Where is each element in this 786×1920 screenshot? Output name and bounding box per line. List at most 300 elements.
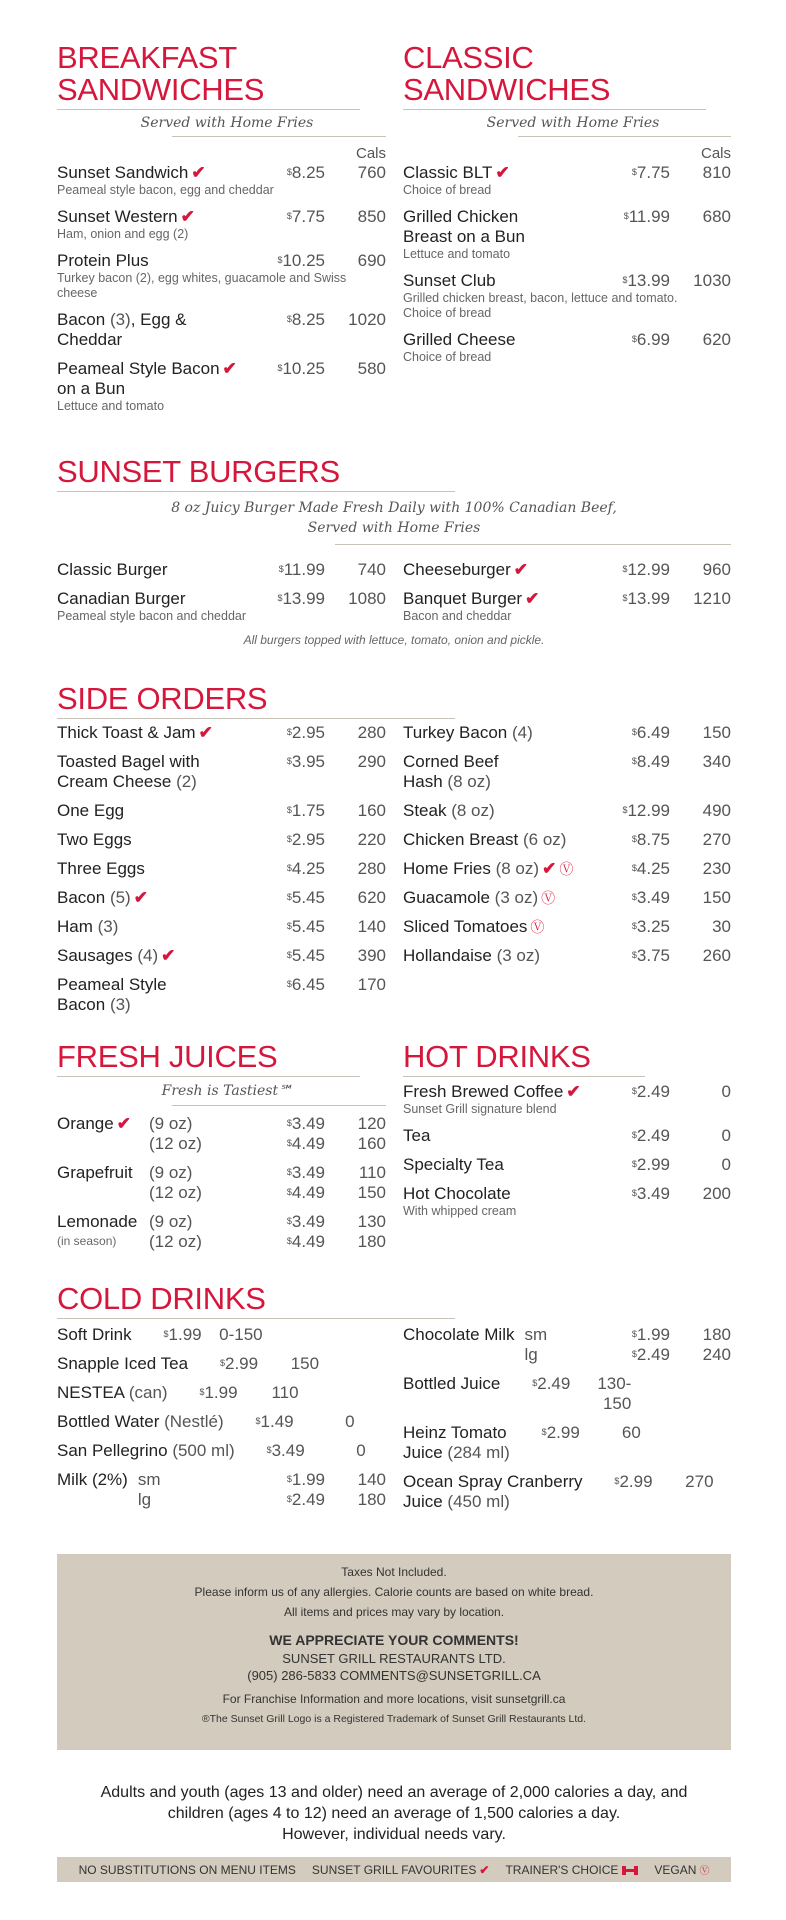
item-row — [403, 723, 731, 743]
section-title: SIDE ORDERS — [57, 681, 268, 716]
item-row — [57, 752, 386, 792]
currency-symbol: $ — [286, 1216, 292, 1226]
menu-item — [57, 163, 386, 198]
price-value — [600, 830, 670, 850]
item-name — [57, 946, 255, 966]
currency-symbol: $ — [286, 863, 292, 873]
menu-item — [57, 801, 386, 821]
currency-symbol: $ — [286, 314, 292, 324]
item-name-cell — [403, 1374, 500, 1394]
item-name — [403, 1374, 500, 1394]
item-name-cell — [57, 207, 255, 227]
currency-symbol: $ — [532, 1378, 538, 1388]
item-sizes — [149, 1163, 255, 1203]
item-description: Grilled chicken breast, bacon, lettuce and tomato. — [403, 291, 678, 305]
menu-item — [57, 1163, 386, 1203]
divider — [57, 1318, 455, 1319]
price-value — [255, 801, 325, 821]
price-value — [600, 589, 670, 609]
item-description: Sunset Grill signature blend — [403, 1102, 557, 1116]
item-name-cell — [57, 917, 255, 937]
item-name-text: Guacamole — [403, 888, 490, 907]
item-name-cell — [57, 888, 255, 908]
item-name — [403, 1184, 600, 1204]
item-name — [57, 1441, 235, 1461]
divider — [172, 1105, 386, 1106]
item-name-cell — [403, 1184, 600, 1204]
item-calories: 1080 — [348, 589, 386, 608]
item-name — [403, 946, 600, 966]
menu-item — [57, 589, 386, 624]
item-price — [600, 330, 670, 350]
item-name-text: Peameal Style Bacon — [57, 359, 220, 378]
item-calories: 200 — [702, 1184, 731, 1203]
item-name-text: Cheeseburger — [403, 560, 511, 579]
item-name-text: Thick Toast & Jam — [57, 723, 196, 742]
price-amount: 10.25 — [282, 359, 325, 378]
menu-item — [57, 251, 386, 301]
item-name-cell — [57, 163, 255, 183]
menu-item — [403, 723, 731, 743]
item-name-cell — [403, 330, 600, 350]
menu-item — [403, 917, 731, 937]
price-value — [255, 752, 325, 772]
divider — [57, 718, 455, 719]
menu-item — [57, 946, 386, 966]
checkmark-icon: ✔ — [566, 1082, 581, 1101]
item-description: Turkey bacon (2), egg whites, guacamole and Swiss cheese — [57, 271, 347, 300]
item-qualifier: (3 oz) — [494, 888, 539, 907]
item-name — [403, 163, 600, 183]
menu-item — [403, 1472, 731, 1512]
cals-header: Cals — [700, 145, 731, 162]
item-name — [57, 801, 255, 821]
price-value — [255, 723, 325, 743]
item-name-cell — [403, 946, 600, 966]
subtitle-line: 8 oz Juicy Burger Made Fresh Daily with 100% Canadian Beef, — [171, 500, 617, 516]
currency-symbol: $ — [255, 1416, 261, 1426]
item-name — [403, 859, 600, 879]
currency-symbol: $ — [631, 756, 637, 766]
currency-symbol: $ — [286, 1187, 292, 1197]
company-name: SUNSET GRILL RESTAURANTS LTD. — [282, 1651, 506, 1666]
item-name — [403, 723, 600, 743]
item-name — [57, 1325, 132, 1345]
currency-symbol: $ — [622, 564, 628, 574]
item-price — [600, 801, 670, 821]
menu-item — [403, 1082, 731, 1117]
item-name-cell — [403, 163, 600, 183]
currency-symbol: $ — [286, 1474, 292, 1484]
burgers-note: All burgers topped with lettuce, tomato, onion and pickle. — [243, 633, 545, 647]
item-row — [57, 359, 386, 399]
item-price — [583, 1472, 653, 1492]
item-calories: 680 — [702, 207, 731, 226]
currency-symbol: $ — [631, 727, 637, 737]
price-amount: 7.75 — [291, 207, 325, 226]
calorie-line: However, individual needs vary. — [282, 1826, 506, 1843]
hot-drinks-section — [403, 1041, 731, 1228]
divider — [335, 544, 731, 545]
item-name — [403, 917, 600, 937]
price-value — [600, 752, 670, 772]
item-price — [255, 830, 325, 850]
item-calories: 160 — [357, 801, 386, 820]
item-row — [57, 801, 386, 821]
item-name — [57, 975, 255, 1015]
currency-symbol: $ — [286, 834, 292, 844]
item-name — [57, 1354, 188, 1374]
item-calories: 580 — [357, 359, 386, 378]
vegan-legend — [654, 1862, 709, 1877]
currency-symbol: $ — [199, 1387, 205, 1397]
dumbbell-icon — [622, 1866, 638, 1875]
divider — [403, 1076, 645, 1077]
calories-value: 130 — [357, 1212, 386, 1231]
item-name-cell — [57, 1354, 188, 1374]
size-label: lg — [137, 1490, 152, 1509]
item-row — [57, 1470, 386, 1510]
checkmark-icon: ✔ — [222, 359, 237, 378]
item-name-text: Lemonade — [57, 1212, 138, 1231]
item-sizes — [149, 1114, 255, 1154]
item-row — [403, 917, 731, 937]
item-price — [500, 1374, 570, 1394]
item-row — [57, 251, 386, 271]
item-price — [600, 859, 670, 879]
item-name-cell — [57, 859, 255, 879]
price-value — [255, 1134, 325, 1154]
item-note: (in season) — [57, 1234, 117, 1248]
item-name — [57, 359, 255, 399]
item-name-cell — [403, 1126, 600, 1146]
menu-item — [403, 801, 731, 821]
item-description: Lettuce and tomato — [403, 247, 511, 261]
price-amount: 1.99 — [291, 1470, 325, 1489]
trainer-label: TRAINER'S CHOICE — [505, 1862, 619, 1877]
currency-symbol: $ — [631, 1086, 637, 1096]
item-name-cell — [57, 359, 255, 399]
item-name — [403, 888, 600, 908]
item-name — [57, 1114, 149, 1134]
checkmark-icon: ✔ — [542, 859, 557, 878]
item-calories: 620 — [357, 888, 386, 907]
item-row — [403, 589, 731, 609]
price-value — [255, 589, 325, 609]
item-name — [403, 1082, 600, 1102]
size-label: (9 oz) — [149, 1114, 193, 1133]
price-amount: 13.99 — [627, 271, 670, 290]
price-value — [600, 917, 670, 937]
item-calories: 0 — [345, 1412, 355, 1431]
item-sizes — [149, 1212, 255, 1252]
section-subtitle — [57, 498, 731, 538]
item-row — [403, 207, 731, 247]
item-name-cell — [403, 830, 600, 850]
price-amount: 11.99 — [628, 207, 670, 226]
divider — [518, 136, 731, 137]
price-amount: 7.75 — [636, 163, 670, 182]
burgers-section — [57, 456, 731, 545]
item-name-text: Banquet Burger — [403, 589, 523, 608]
currency-symbol: $ — [286, 1494, 292, 1504]
item-row — [403, 830, 731, 850]
item-description: Choice of bread — [403, 306, 492, 320]
calories-value: 110 — [358, 1163, 386, 1182]
price-value — [600, 1184, 670, 1204]
item-name-cell — [57, 752, 255, 792]
item-qualifier: (4) — [511, 723, 533, 742]
menu-item — [403, 888, 731, 908]
item-price — [600, 1082, 670, 1102]
classic-section — [403, 42, 731, 374]
item-row — [57, 163, 386, 183]
item-calories — [670, 1325, 731, 1365]
menu-item — [403, 330, 731, 365]
divider — [57, 1076, 360, 1077]
price-value — [600, 946, 670, 966]
item-calories: 110 — [271, 1383, 299, 1402]
size-label: (12 oz) — [149, 1232, 202, 1251]
item-description: Peameal style bacon and cheddar — [57, 609, 247, 623]
menu-item — [57, 888, 386, 908]
allergy-note: Please inform us of any allergies. Calorie counts are based on white bread. — [194, 1585, 594, 1599]
menu-item — [403, 859, 731, 879]
item-name-text: Bottled Juice — [403, 1374, 501, 1393]
item-name-text: Classic Burger — [57, 560, 168, 579]
item-qualifier: (3) — [97, 917, 119, 936]
menu-item — [57, 560, 386, 580]
price-amount: 2.49 — [636, 1082, 670, 1101]
section-title: COLD DRINKS — [57, 1281, 266, 1316]
price-amount: 6.49 — [636, 723, 670, 742]
item-qualifier: (2) — [176, 772, 197, 791]
item-row — [403, 163, 731, 183]
item-calories: 740 — [357, 560, 386, 579]
price-amount: 3.49 — [636, 888, 670, 907]
item-name — [403, 1325, 515, 1345]
item-name-text: Steak — [403, 801, 447, 820]
price-amount: 2.49 — [537, 1374, 571, 1393]
price-value — [600, 163, 670, 183]
item-row — [57, 1212, 386, 1252]
price-amount: 4.49 — [291, 1183, 325, 1202]
item-list — [57, 1325, 386, 1519]
item-description: Lettuce and tomato — [57, 399, 165, 413]
menu-item — [403, 163, 731, 198]
item-name-cell — [403, 271, 600, 291]
item-name — [57, 251, 255, 271]
item-price — [600, 1155, 670, 1175]
price-value — [510, 1423, 580, 1443]
item-price — [600, 163, 670, 183]
calories-value: 180 — [702, 1325, 731, 1344]
price-amount: 2.95 — [291, 723, 325, 742]
currency-symbol: $ — [631, 1159, 637, 1169]
currency-symbol: $ — [286, 1118, 292, 1128]
item-price — [600, 589, 670, 609]
price-value — [255, 163, 325, 183]
menu-item — [57, 207, 386, 242]
item-row — [403, 271, 731, 291]
price-amount: 4.25 — [636, 859, 670, 878]
price-value — [255, 251, 325, 271]
location-note: All items and prices may vary by location. — [283, 1605, 505, 1619]
item-price — [600, 752, 670, 772]
item-name — [403, 1155, 600, 1175]
price-value — [255, 1232, 325, 1252]
item-description: Peameal style bacon, egg and cheddar — [57, 183, 274, 197]
item-list — [57, 163, 386, 414]
item-row — [57, 859, 386, 879]
price-amount: 1.99 — [168, 1325, 202, 1344]
price-value — [600, 859, 670, 879]
item-calories: 490 — [702, 801, 731, 820]
menu-item — [403, 207, 731, 262]
price-amount: 2.49 — [636, 1126, 670, 1145]
menu-item — [403, 589, 731, 624]
price-amount: 3.49 — [291, 1114, 325, 1133]
item-name-cell — [57, 975, 255, 1015]
item-price — [255, 975, 325, 995]
item-row — [57, 207, 386, 227]
divider — [57, 109, 360, 110]
item-name-cell — [403, 1472, 583, 1512]
currency-symbol: $ — [631, 1349, 637, 1359]
size-label: (12 oz) — [149, 1183, 202, 1202]
item-row — [403, 1374, 731, 1414]
item-price — [255, 589, 325, 609]
item-price — [255, 888, 325, 908]
price-value — [600, 1126, 670, 1146]
taxes-note: Taxes Not Included. — [341, 1565, 447, 1579]
item-name-cell — [403, 589, 600, 609]
currency-symbol: $ — [631, 950, 637, 960]
item-name-cell — [57, 1441, 235, 1461]
item-name-text: Home Fries — [403, 859, 491, 878]
item-row — [57, 1441, 386, 1461]
item-row — [403, 560, 731, 580]
item-name-cell — [57, 801, 255, 821]
item-description: With whipped cream — [403, 1204, 517, 1218]
vegan-label: VEGAN — [654, 1863, 697, 1877]
breakfast-section — [57, 42, 386, 423]
item-price — [224, 1412, 294, 1432]
menu-item — [403, 752, 731, 792]
item-row — [57, 830, 386, 850]
item-row — [57, 1163, 386, 1203]
item-description: Choice of bread — [403, 350, 492, 364]
item-name — [57, 310, 255, 350]
item-row — [57, 946, 386, 966]
item-name — [403, 801, 600, 821]
price-value — [255, 859, 325, 879]
item-name-cell — [57, 310, 255, 350]
menu-item — [57, 752, 386, 792]
item-calories: 270 — [702, 830, 731, 849]
cals-header: Cals — [355, 145, 386, 162]
price-value — [255, 207, 325, 227]
item-name-text: Turkey Bacon — [403, 723, 508, 742]
price-amount: 3.75 — [636, 946, 670, 965]
item-name-text: Sausages — [57, 946, 133, 965]
item-calories: 0 — [356, 1441, 366, 1460]
menu-item — [57, 830, 386, 850]
menu-item — [57, 1470, 386, 1510]
currency-symbol: $ — [286, 211, 292, 221]
item-name-text: Sunset Western — [57, 207, 178, 226]
item-list — [57, 723, 386, 1024]
price-value — [255, 1114, 325, 1134]
price-value — [255, 946, 325, 966]
menu-item — [57, 723, 386, 743]
item-price — [255, 723, 325, 743]
price-amount: 5.45 — [291, 917, 325, 936]
calorie-line: Adults and youth (ages 13 and older) need an average of 2,000 calories a day, and — [100, 1784, 688, 1801]
price-value — [255, 888, 325, 908]
currency-symbol: $ — [277, 255, 283, 265]
item-name — [403, 1126, 600, 1146]
item-name-cell — [403, 1325, 515, 1345]
item-price — [600, 946, 670, 966]
price-amount: 2.49 — [291, 1490, 325, 1509]
item-name-text: Sunset Sandwich — [57, 163, 189, 182]
item-qualifier: (284 ml) — [447, 1443, 510, 1462]
franchise-info: For Franchise Information and more locations, visit sunsetgrill.ca — [222, 1692, 566, 1706]
item-price — [255, 207, 325, 227]
item-name-cell — [403, 560, 600, 580]
menu-item — [403, 830, 731, 850]
price-value — [600, 271, 670, 291]
menu-item — [403, 271, 731, 321]
item-name-cell — [57, 1212, 149, 1250]
item-calories — [325, 1470, 386, 1510]
item-calories: 270 — [685, 1472, 714, 1491]
divider — [57, 491, 455, 492]
calories-value: 120 — [357, 1114, 386, 1133]
item-row — [57, 310, 386, 350]
item-name-text: Heinz Tomato Juice — [403, 1423, 507, 1462]
price-amount: 13.99 — [282, 589, 325, 608]
no-substitutions-label: NO SUBSTITUTIONS ON MENU ITEMS — [78, 1862, 296, 1877]
item-qualifier: (3) — [109, 995, 131, 1014]
price-value — [600, 1345, 670, 1365]
item-calories: 230 — [702, 859, 731, 878]
item-price — [255, 859, 325, 879]
item-price — [600, 1126, 670, 1146]
menu-item — [403, 1374, 731, 1414]
currency-symbol: $ — [286, 1138, 292, 1148]
price-value — [600, 560, 670, 580]
item-qualifier: (6 oz) — [523, 830, 567, 849]
price-value — [255, 359, 325, 379]
item-row — [57, 888, 386, 908]
item-row — [57, 1383, 386, 1403]
item-row — [403, 1126, 731, 1146]
item-name — [57, 207, 255, 227]
item-name — [403, 830, 600, 850]
item-calories — [325, 1114, 386, 1154]
vegan-icon: Ⓥ — [699, 1866, 710, 1877]
item-name-text: Specialty Tea — [403, 1155, 504, 1174]
calories-value: 160 — [357, 1134, 386, 1153]
item-price — [600, 271, 670, 291]
price-amount: 2.99 — [619, 1472, 653, 1491]
item-calories: 1030 — [693, 271, 731, 290]
size-label: lg — [524, 1345, 538, 1364]
currency-symbol: $ — [541, 1427, 547, 1437]
currency-symbol: $ — [623, 211, 629, 221]
